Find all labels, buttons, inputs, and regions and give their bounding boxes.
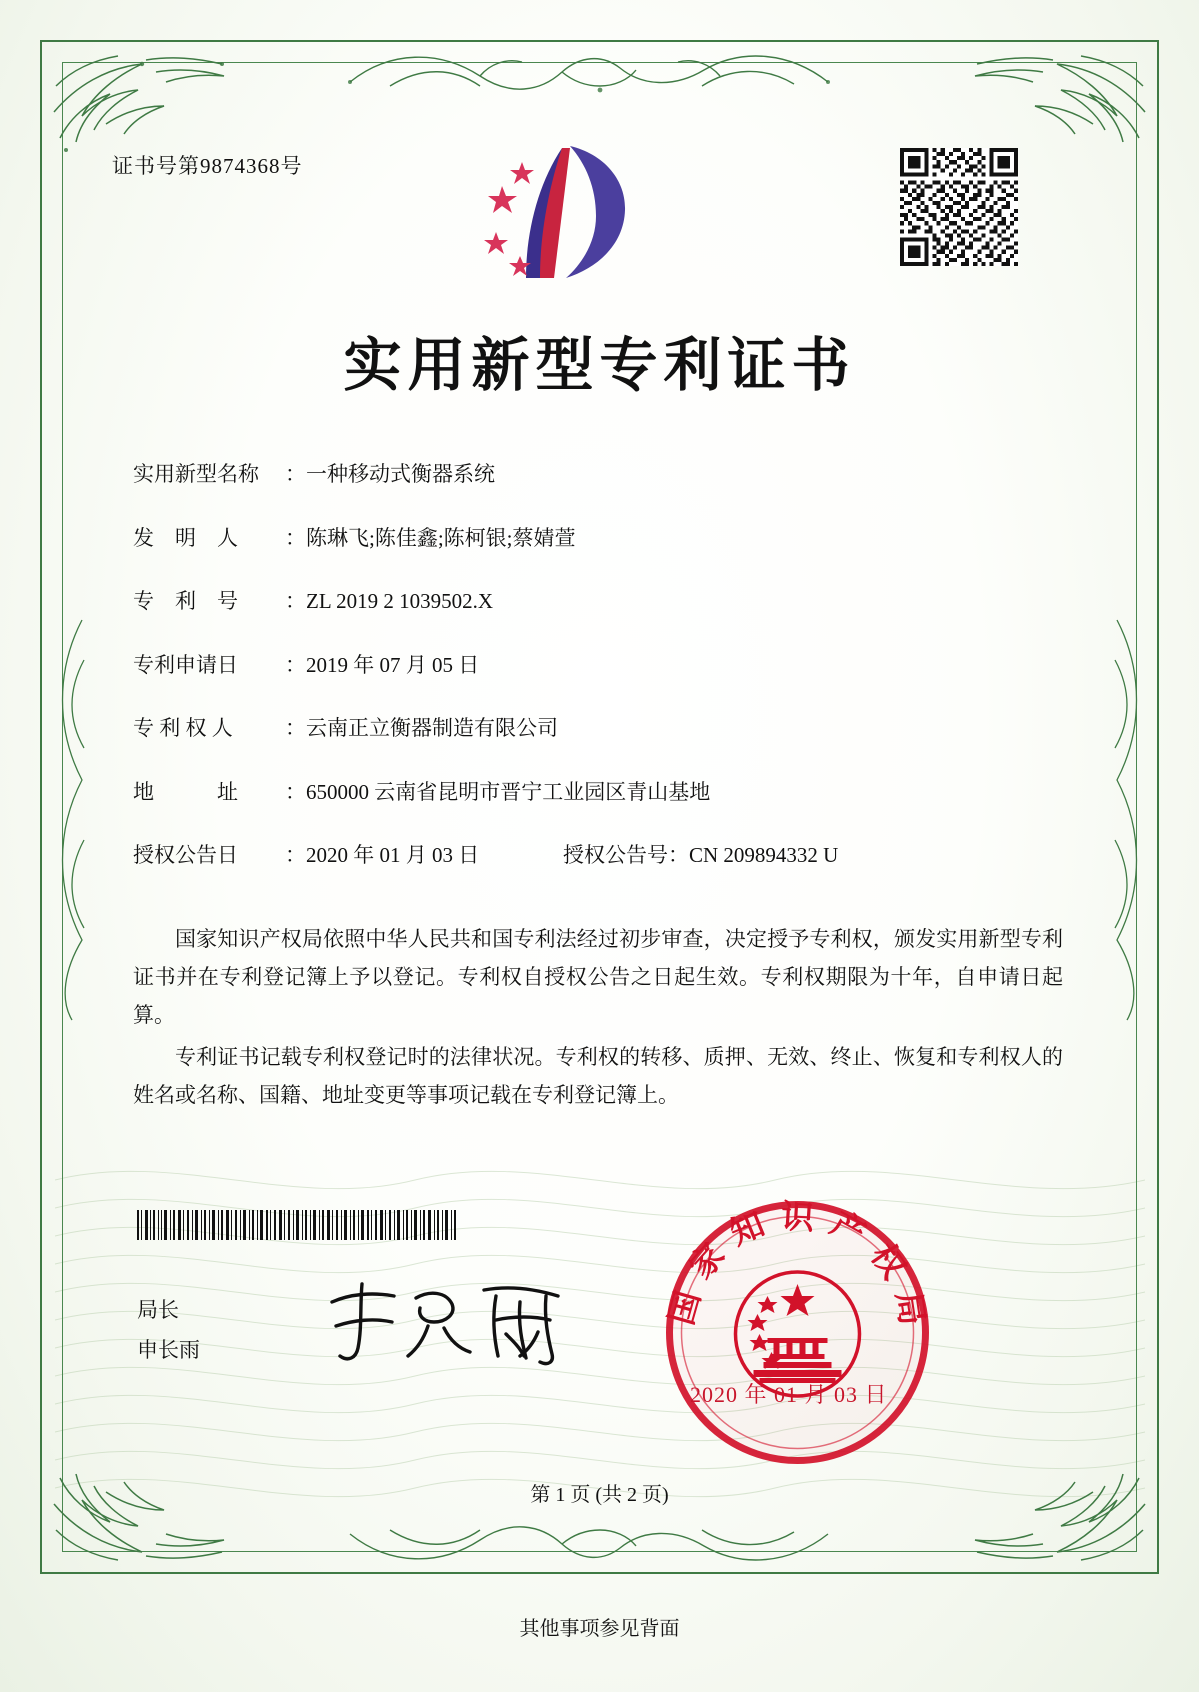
page-title: 实用新型专利证书 <box>343 331 856 399</box>
field-label: 专 利 号 <box>133 589 238 613</box>
field-colon: ： <box>285 589 306 613</box>
field-value: ZL 2019 2 1039502.X <box>306 589 494 613</box>
field-address <box>133 776 1063 806</box>
paragraph-1: 国家知识产权局依照中华人民共和国专利法经过初步审查，决定授予专利权，颁发实用新型专利证书并在专利登记簿上予以登记。专利权自授权公告之日起生效。专利权期限为十年，自申请日起算。 <box>133 927 1063 1027</box>
field-application-date <box>133 649 1063 679</box>
field-grant-row <box>133 839 1063 869</box>
field-value: 云南正立衡器制造有限公司 <box>306 716 558 740</box>
cnipa-logo-icon <box>478 140 658 290</box>
svg-text:国家知识产权局: 国家知识产权局 <box>661 1196 935 1342</box>
field-label: 实用新型名称 <box>133 462 259 486</box>
field-label: 授权公告日 <box>133 843 238 867</box>
field-value: CN 209894332 U <box>689 843 839 867</box>
official-seal <box>655 1190 940 1475</box>
paragraph-2: 专利证书记载专利权登记时的法律状况。专利权的转移、质押、无效、终止、恢复和专利权人的姓名或名称、国籍、地址变更等事项记载在专利登记簿上。 <box>133 1045 1063 1107</box>
field-colon: ： <box>285 779 306 804</box>
page-indicator: 第 1 页 (共 2 页) <box>530 1484 669 1506</box>
field-colon: ： <box>285 652 306 677</box>
field-colon: ： <box>285 525 306 550</box>
field-colon: ： <box>285 462 306 486</box>
field-patentee <box>133 712 1063 742</box>
director-title-label: 局长 <box>137 1298 179 1322</box>
field-value: 一种移动式衡器系统 <box>306 462 495 486</box>
back-side-note: 其他事项参见背面 <box>519 1618 680 1640</box>
field-label: 发 明 人 <box>133 525 238 550</box>
handwritten-signature-icon <box>320 1272 580 1372</box>
field-list <box>133 458 1063 903</box>
field-value: 2020 年 01 月 03 日 <box>306 843 480 867</box>
certificate-number: 证书号第9874368号 <box>112 154 303 178</box>
field-colon: ： <box>285 843 306 867</box>
field-label: 地 址 <box>133 779 238 804</box>
signature-block <box>137 1290 200 1370</box>
field-value: 650000 云南省昆明市晋宁工业园区青山基地 <box>306 779 711 804</box>
field-value: 2019 年 07 月 05 日 <box>306 652 480 677</box>
field-utility-model-name <box>133 458 1063 488</box>
field-label: 专利申请日 <box>133 652 238 677</box>
field-value: 陈琳飞;陈佳鑫;陈柯银;蔡婧萱 <box>306 525 576 550</box>
field-label: 专 利 权 人 <box>133 716 233 740</box>
legal-text-block <box>133 920 1063 1118</box>
field-patent-number <box>133 585 1063 615</box>
field-label: 授权公告号 <box>563 843 668 867</box>
field-colon: ： <box>668 843 689 867</box>
field-colon: ： <box>285 716 306 740</box>
director-name-label: 申长雨 <box>137 1338 200 1362</box>
barcode <box>137 1210 457 1240</box>
field-inventors <box>133 522 1063 552</box>
seal-date: 2020 年 01 月 03 日 <box>690 1382 888 1407</box>
grant-date-group <box>133 839 563 869</box>
qr-code-icon <box>900 148 1018 266</box>
grant-number-group <box>563 843 838 867</box>
